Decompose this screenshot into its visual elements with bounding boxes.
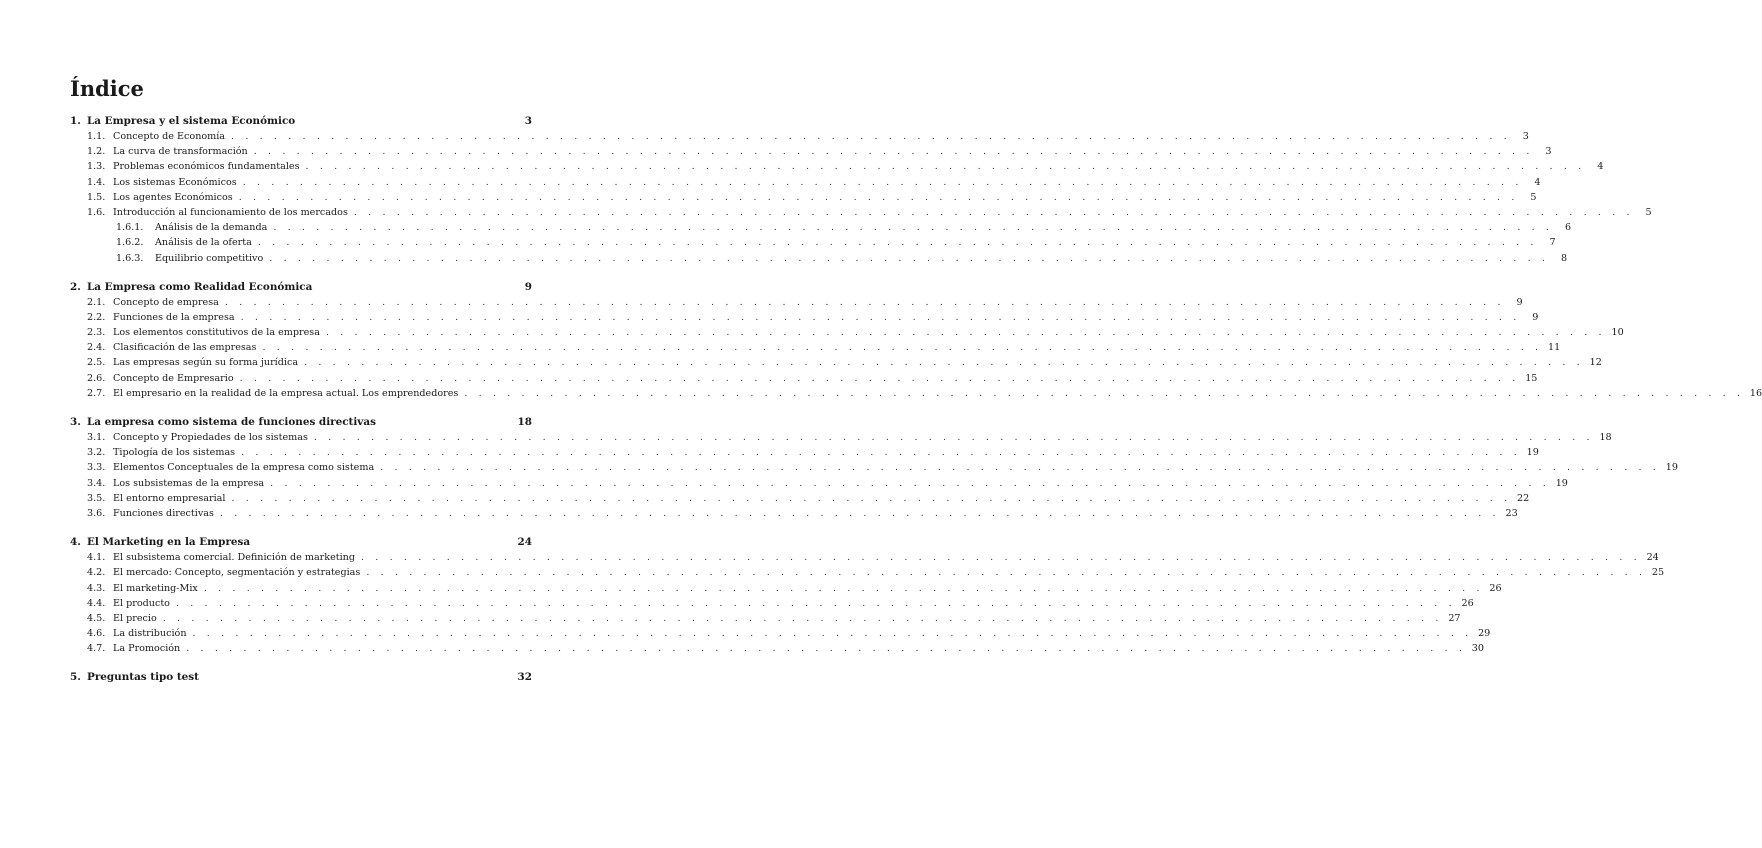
section-number: 1.5. [87, 191, 106, 203]
dot-leader: . . . . . . . . . . . . . . . . . . . . . . . . . . . . . . . . . . . . . . . . . . . . . . . . . . . . . . . . . . . . . . . . . . . . . . . . . . . . . . . . . . . . . . . . . . [366, 567, 1647, 579]
toc-subsection-entry[interactable] [70, 237, 1556, 252]
section-number: 1.3. [87, 161, 106, 173]
toc-section-entry[interactable] [70, 357, 1602, 372]
section-page: 16 [1749, 387, 1762, 399]
section-page: 9 [1532, 311, 1539, 323]
section-page: 18 [1599, 432, 1612, 443]
toc-section-entry[interactable] [70, 447, 1539, 462]
chapter-page: 24 [517, 536, 532, 549]
section-page: 30 [1471, 643, 1485, 655]
section-number: 2.6. [87, 372, 106, 384]
section-title: La curva de transformación [113, 146, 248, 158]
toc-chapter-entry[interactable] [70, 115, 532, 130]
dot-leader: . . . . . . . . . . . . . . . . . . . . . . . . . . . . . . . . . . . . . . . . . . . . . . . . . . . . . . . . . . . . . . . . . . . . . . . . . . . . . . . . . . . . . . . . . . [305, 161, 1586, 173]
page-title: Índice [70, 76, 144, 101]
section-title: Funciones directivas [113, 507, 214, 519]
toc-section-entry[interactable] [70, 206, 1652, 222]
chapter-page: 9 [524, 280, 532, 293]
section-title: Los subsistemas de la empresa [113, 477, 265, 489]
section-number: 4.5. [87, 612, 106, 624]
section-number: 3.6. [87, 507, 106, 519]
section-page: 5 [1645, 206, 1652, 218]
chapter-page: 32 [517, 671, 532, 684]
toc-chapter [70, 280, 1762, 403]
chapter-title: La Empresa como Realidad Económica [87, 280, 313, 293]
section-title: Tipología de los sistemas [113, 447, 236, 459]
section-page: 11 [1548, 342, 1561, 354]
toc-section-entry[interactable] [70, 492, 1530, 508]
toc-section-entry[interactable] [70, 372, 1538, 388]
section-page: 22 [1517, 492, 1530, 504]
toc-section-entry[interactable] [70, 327, 1624, 342]
section-number: 3.2. [87, 447, 106, 459]
dot-leader: . . . . . . . . . . . . . . . . . . . . . . . . . . . . . . . . . . . . . . . . . . . . . . . . . . . . . . . . . . . . . . . . . . . . . . . . . . . . . . . . . . . . . . . . . . [203, 582, 1484, 594]
dot-leader: . . . . . . . . . . . . . . . . . . . . . . . . . . . . . . . . . . . . . . . . . . . . . . . . . . . . . . . . . . . . . . . . . . . . . . . . . . . . . . . . . . . . . . . . . . [238, 191, 1519, 203]
section-title: El marketing-Mix [113, 582, 198, 594]
toc-section-entry[interactable] [70, 176, 1541, 192]
section-title: El mercado: Concepto, segmentación y estrategias [113, 567, 361, 579]
section-page: 27 [1448, 612, 1461, 624]
section-number: 4.2. [87, 567, 106, 579]
dot-leader: . . . . . . . . . . . . . . . . . . . . . . . . . . . . . . . . . . . . . . . . . . . . . . . . . . . . . . . . . . . . . . . . . . . . . . . . . . . . . . . . . . . . . . . . . . [270, 477, 1550, 489]
toc-chapter-entry[interactable] [70, 671, 532, 686]
section-number: 4.4. [87, 597, 106, 609]
section-title: La Promoción [113, 643, 181, 655]
toc-section-entry[interactable] [70, 342, 1561, 357]
section-title: El entorno empresarial [113, 492, 226, 504]
section-page: 3 [1522, 131, 1529, 142]
section-page: 19 [1526, 447, 1539, 459]
dot-leader: . . . . . . . . . . . . . . . . . . . . . . . . . . . . . . . . . . . . . . . . . . . . . . . . . . . . . . . . . . . . . . . . . . . . . . . . . . . . . . . . . . . . . . . . . . [192, 628, 1473, 640]
section-number: 2.1. [87, 296, 106, 308]
section-title: Los agentes Económicos [113, 191, 233, 203]
section-title: Análisis de la demanda [155, 222, 268, 234]
section-title: La distribución [113, 628, 187, 640]
dot-leader: . . . . . . . . . . . . . . . . . . . . . . . . . . . . . . . . . . . . . . . . . . . . . . . . . . . . . . . . . . . . . . . . . . . . . . . . . . . . . . . . . . . . . . . . . . [219, 507, 1500, 519]
section-number: 1.6.1. [116, 222, 144, 234]
section-page: 19 [1555, 477, 1568, 489]
section-title: Introducción al funcionamiento de los mercados [113, 206, 348, 218]
chapter-page: 18 [517, 416, 532, 428]
toc-chapter [70, 671, 532, 686]
section-number: 2.3. [87, 327, 106, 339]
chapter-number: 1. [70, 115, 81, 127]
toc-section-entry[interactable] [70, 612, 1461, 628]
dot-leader: . . . . . . . . . . . . . . . . . . . . . . . . . . . . . . . . . . . . . . . . . . . . . . . . . . . . . . . . . . . . . . . . . . . . . . . . . . . . . . . . . . . . . . . . . . [262, 342, 1543, 354]
section-number: 1.6.3. [116, 252, 144, 264]
section-title: Análisis de la oferta [155, 237, 252, 249]
section-title: El empresario en la realidad de la empresa actual. Los emprendedores [113, 387, 459, 399]
toc-section-entry[interactable] [70, 567, 1665, 582]
section-title: Concepto y Propiedades de los sistemas [113, 432, 308, 443]
toc-section-entry[interactable] [70, 311, 1539, 327]
section-page: 6 [1564, 222, 1572, 234]
section-number: 2.2. [87, 311, 106, 323]
section-number: 4.3. [87, 582, 106, 594]
section-title: El precio [113, 612, 157, 624]
section-title: Concepto de Economía [113, 131, 226, 142]
toc-section-entry[interactable] [70, 432, 1612, 447]
section-page: 12 [1589, 357, 1602, 369]
section-title: Clasificación de las empresas [113, 342, 257, 354]
section-number: 2.7. [87, 387, 106, 399]
toc-section-entry[interactable] [70, 146, 1552, 161]
section-page: 5 [1530, 191, 1537, 203]
section-number: 4.6. [87, 628, 106, 640]
section-page: 8 [1560, 252, 1568, 264]
section-page: 29 [1478, 628, 1491, 640]
dot-leader: . . . . . . . . . . . . . . . . . . . . . . . . . . . . . . . . . . . . . . . . . . . . . . . . . . . . . . . . . . . . . . . . . . . . . . . . . . . . . . . . . . . . . . . . . . [361, 552, 1641, 564]
toc-section-entry[interactable] [70, 582, 1502, 598]
section-page: 7 [1549, 237, 1556, 249]
toc-section-entry[interactable] [70, 462, 1678, 477]
section-title: Equilibrio competitivo [155, 252, 264, 264]
toc-chapter-entry[interactable] [70, 281, 532, 296]
section-number: 2.5. [87, 357, 106, 369]
toc-subsection-entry[interactable] [70, 252, 1568, 268]
dot-leader: . . . . . . . . . . . . . . . . . . . . . . . . . . . . . . . . . . . . . . . . . . . . . . . . . . . . . . . . . . . . . . . . . . . . . . . . . . . . . . . . . . . . . . . . . . [269, 252, 1550, 264]
section-title: Concepto de Empresario [113, 372, 234, 384]
chapter-number: 4. [70, 536, 81, 549]
toc-section-entry[interactable] [70, 552, 1659, 567]
section-title: El producto [113, 597, 170, 609]
section-number: 1.6. [87, 206, 106, 218]
section-page: 15 [1525, 372, 1538, 384]
chapter-title: La Empresa y el sistema Económico [87, 115, 296, 127]
toc-section-entry[interactable] [70, 131, 1529, 146]
dot-leader: . . . . . . . . . . . . . . . . . . . . . . . . . . . . . . . . . . . . . . . . . . . . . . . . . . . . . . . . . . . . . . . . . . . . . . . . . . . . . . . . . . . . . . . . . . [162, 612, 1443, 624]
section-title: Las empresas según su forma jurídica [113, 357, 299, 369]
section-title: Concepto de empresa [113, 296, 219, 308]
toc-section-entry[interactable] [70, 597, 1474, 613]
section-number: 3.4. [87, 477, 106, 489]
section-number: 1.4. [87, 176, 106, 188]
dot-leader: . . . . . . . . . . . . . . . . . . . . . . . . . . . . . . . . . . . . . . . . . . . . . . . . . . . . . . . . . . . . . . . . . . . . . . . . . . . . . . . . . . . . . . . . . . [224, 296, 1505, 308]
toc-section-entry[interactable] [70, 161, 1604, 176]
section-page: 10 [1611, 327, 1624, 339]
section-page: 4 [1597, 161, 1604, 173]
dot-leader: . . . . . . . . . . . . . . . . . . . . . . . . . . . . . . . . . . . . . . . . . . . . . . . . . . . . . . . . . . . . . . . . . . . . . . . . . . . . . . . . . . . . . . . . . . [353, 206, 1634, 218]
dot-leader: . . . . . . . . . . . . . . . . . . . . . . . . . . . . . . . . . . . . . . . . . . . . . . . . . . . . . . . . . . . . . . . . . . . . . . . . . . . . . . . . . . . . . . . . . . [231, 492, 1512, 504]
section-number: 2.4. [87, 342, 106, 354]
section-page: 24 [1646, 552, 1659, 564]
dot-leader: . . . . . . . . . . . . . . . . . . . . . . . . . . . . . . . . . . . . . . . . . . . . . . . . . . . . . . . . . . . . . . . . . . . . . . . . . . . . . . . . . . . . . . . . . . [241, 447, 1521, 459]
section-number: 4.1. [87, 552, 106, 564]
dot-leader: . . . . . . . . . . . . . . . . . . . . . . . . . . . . . . . . . . . . . . . . . . . . . . . . . . . . . . . . . . . . . . . . . . . . . . . . . . . . . . . . . . . . . . . . . . [253, 146, 1534, 158]
toc-chapter [70, 416, 1678, 523]
toc-section-entry[interactable] [70, 643, 1485, 658]
section-title: Los elementos constitutivos de la empresa [113, 327, 320, 339]
section-number: 1.2. [87, 146, 106, 158]
section-title: Problemas económicos fundamentales [113, 161, 300, 173]
toc-section-entry[interactable] [70, 387, 1762, 403]
section-title: Funciones de la empresa [113, 311, 235, 323]
toc-section-entry[interactable] [70, 628, 1491, 643]
section-page: 25 [1651, 567, 1665, 579]
dot-leader: . . . . . . . . . . . . . . . . . . . . . . . . . . . . . . . . . . . . . . . . . . . . . . . . . . . . . . . . . . . . . . . . . . . . . . . . . . . . . . . . . . . . . . . . . . [240, 311, 1521, 323]
dot-leader: . . . . . . . . . . . . . . . . . . . . . . . . . . . . . . . . . . . . . . . . . . . . . . . . . . . . . . . . . . . . . . . . . . . . . . . . . . . . . . . . . . . . . . . . . . [464, 387, 1745, 399]
section-page: 4 [1534, 176, 1541, 188]
toc-list [70, 115, 1762, 686]
chapter-number: 2. [70, 280, 81, 293]
dot-leader: . . . . . . . . . . . . . . . . . . . . . . . . . . . . . . . . . . . . . . . . . . . . . . . . . . . . . . . . . . . . . . . . . . . . . . . . . . . . . . . . . . . . . . . . . . [175, 597, 1456, 609]
toc-subsection-entry[interactable] [70, 222, 1572, 237]
section-number: 1.1. [87, 131, 106, 142]
toc-section-entry[interactable] [70, 191, 1537, 207]
dot-leader: . . . . . . . . . . . . . . . . . . . . . . . . . . . . . . . . . . . . . . . . . . . . . . . . . . . . . . . . . . . . . . . . . . . . . . . . . . . . . . . . . . . . . . . . . . [239, 372, 1520, 384]
section-number: 4.7. [87, 643, 106, 655]
section-page: 23 [1505, 507, 1518, 519]
dot-leader: . . . . . . . . . . . . . . . . . . . . . . . . . . . . . . . . . . . . . . . . . . . . . . . . . . . . . . . . . . . . . . . . . . . . . . . . . . . . . . . . . . . . . . . . . . [304, 357, 1584, 369]
section-page: 3 [1545, 146, 1552, 158]
toc-section-entry[interactable] [70, 477, 1568, 493]
dot-leader: . . . . . . . . . . . . . . . . . . . . . . . . . . . . . . . . . . . . . . . . . . . . . . . . . . . . . . . . . . . . . . . . . . . . . . . . . . . . . . . . . . . . . . . . . . [186, 643, 1467, 655]
chapter-title: La empresa como sistema de funciones directivas [87, 416, 376, 428]
section-page: 26 [1461, 597, 1474, 609]
chapter-number: 3. [70, 416, 81, 428]
toc-chapter-entry[interactable] [70, 416, 532, 431]
chapter-title: Preguntas tipo test [87, 671, 199, 684]
toc-chapter [70, 536, 1665, 658]
dot-leader: . . . . . . . . . . . . . . . . . . . . . . . . . . . . . . . . . . . . . . . . . . . . . . . . . . . . . . . . . . . . . . . . . . . . . . . . . . . . . . . . . . . . . . . . . . [257, 237, 1538, 249]
toc-page [70, 76, 1762, 699]
dot-leader: . . . . . . . . . . . . . . . . . . . . . . . . . . . . . . . . . . . . . . . . . . . . . . . . . . . . . . . . . . . . . . . . . . . . . . . . . . . . . . . . . . . . . . . . . . [273, 222, 1554, 234]
dot-leader: . . . . . . . . . . . . . . . . . . . . . . . . . . . . . . . . . . . . . . . . . . . . . . . . . . . . . . . . . . . . . . . . . . . . . . . . . . . . . . . . . . . . . . . . . . [380, 462, 1660, 474]
section-title: El subsistema comercial. Definición de marketing [113, 552, 355, 564]
chapter-title: El Marketing en la Empresa [87, 536, 251, 549]
section-page: 9 [1516, 296, 1523, 308]
chapter-number: 5. [70, 671, 81, 684]
section-number: 3.5. [87, 492, 106, 504]
dot-leader: . . . . . . . . . . . . . . . . . . . . . . . . . . . . . . . . . . . . . . . . . . . . . . . . . . . . . . . . . . . . . . . . . . . . . . . . . . . . . . . . . . . . . . . . . . [242, 176, 1523, 188]
chapter-page: 3 [524, 115, 532, 127]
dot-leader: . . . . . . . . . . . . . . . . . . . . . . . . . . . . . . . . . . . . . . . . . . . . . . . . . . . . . . . . . . . . . . . . . . . . . . . . . . . . . . . . . . . . . . . . . . [325, 327, 1606, 339]
toc-chapter-entry[interactable] [70, 536, 532, 551]
dot-leader: . . . . . . . . . . . . . . . . . . . . . . . . . . . . . . . . . . . . . . . . . . . . . . . . . . . . . . . . . . . . . . . . . . . . . . . . . . . . . . . . . . . . . . . . . . [231, 131, 1511, 142]
section-title: Elementos Conceptuales de la empresa como sistema [113, 462, 375, 474]
section-number: 1.6.2. [116, 237, 144, 249]
section-number: 3.3. [87, 462, 106, 474]
section-page: 19 [1665, 462, 1678, 474]
toc-section-entry[interactable] [70, 507, 1518, 523]
toc-chapter [70, 115, 1652, 268]
section-title: Los sistemas Económicos [113, 176, 237, 188]
toc-section-entry[interactable] [70, 296, 1523, 312]
dot-leader: . . . . . . . . . . . . . . . . . . . . . . . . . . . . . . . . . . . . . . . . . . . . . . . . . . . . . . . . . . . . . . . . . . . . . . . . . . . . . . . . . . . . . . . . . . [313, 432, 1594, 443]
section-page: 26 [1489, 582, 1502, 594]
section-number: 3.1. [87, 432, 106, 443]
